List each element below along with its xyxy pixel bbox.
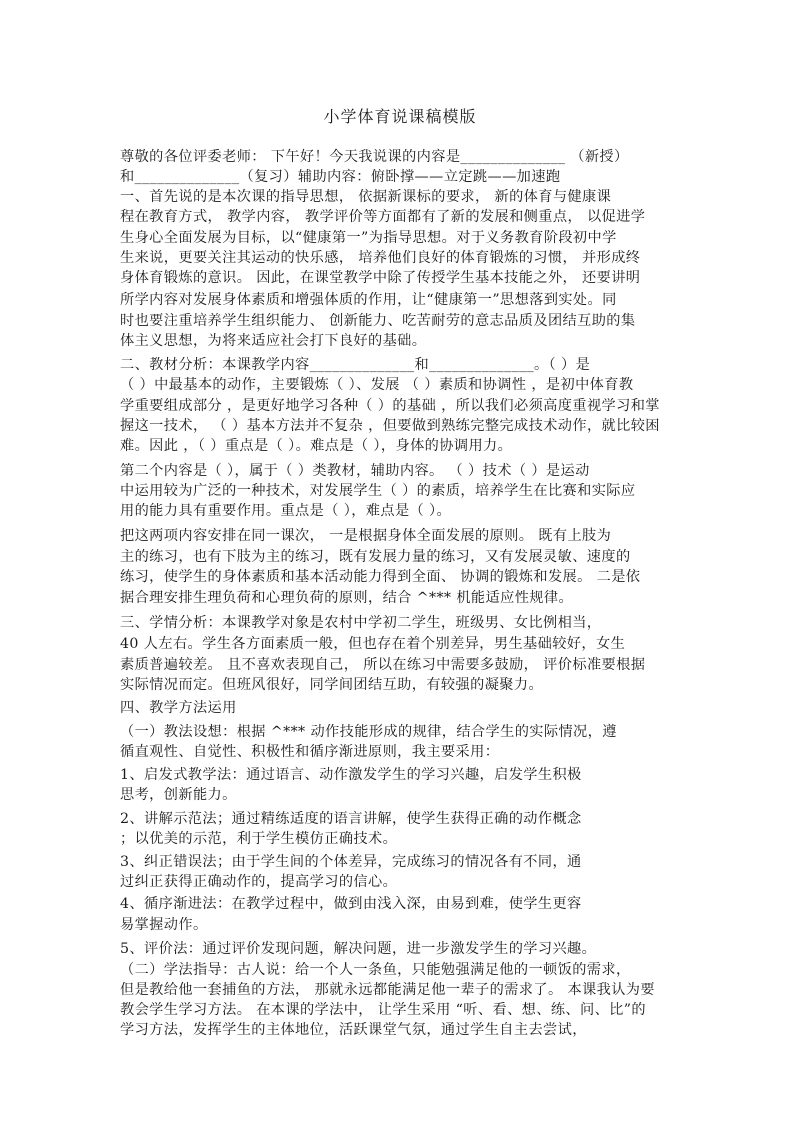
text-line: 和______________（复习）辅助内容：俯卧撑——立定跳——加速跑: [120, 169, 561, 185]
text-line: 身体育锻炼的意识。 因此，在课堂教学中除了传授学生基本技能之外， 还要讲明: [120, 270, 641, 286]
text-line: 握这一技术， （ ）基本方法并不复杂 ，但要做到熟练完整完成技术动作，就比较困: [120, 418, 660, 434]
text-line: 易掌握动作。: [120, 917, 208, 933]
text-line: 用的能力具有重要作用。重点是（ ），难点是（ ）。: [120, 503, 452, 519]
text-line: 但是教给他一套捕鱼的方法， 那就永远都能满足他一辈子的需求了。 本课我认为要: [120, 982, 655, 998]
text-line: （ ）中最基本的动作，主要锻炼（ ）、发展 （ ）素质和协调性 ，是初中体育教: [120, 377, 634, 393]
text-line: 主的练习，也有下肢为主的练习，既有发展力量的练习，又有发展灵敏、速度的: [120, 549, 631, 565]
text-line: 体主义思想，为将来适应社会打下良好的基础。: [120, 333, 427, 349]
text-line: 程在教育方式， 教学内容， 教学评价等方面都有了新的发展和侧重点， 以促进学: [120, 209, 646, 225]
text-line: 四、教学方法运用: [120, 700, 237, 716]
text-line: 2、讲解示范法；通过精练适度的语言讲解，使学生获得正确的动作概念: [120, 811, 582, 827]
text-line: 3、纠正错误法；由于学生间的个体差异，完成练习的情况各有不同，通: [120, 854, 582, 870]
text-line: 难。因此 ，（ ）重点是（ ）。难点是（ ），身体的协调用力。: [120, 438, 513, 454]
text-line: 素质普遍较差。 且不喜欢表现自己， 所以在练习中需要多鼓励， 评价标准要根据: [120, 657, 646, 673]
text-line: 过纠正获得正确动作的，提高学习的信心。: [120, 874, 398, 890]
text-line: 二、教材分析：本课教学内容______________和______________。（ ）是: [120, 357, 591, 373]
text-line: 学重要组成部分 ，是更好地学习各种（ ）的基础 ，所以我们必须高度重视学习和掌: [120, 398, 660, 414]
text-line: 一、首先说的是本次课的指导思想， 依据新课标的要求， 新的体育与健康课: [120, 189, 612, 205]
text-line: 循直观性、自觉性、积极性和循序渐进原则，我主要采用：: [120, 744, 500, 760]
text-line: 学习方法，发挥学生的主体地位，活跃课堂气氛，通过学生自主去尝试，: [120, 1022, 587, 1038]
text-line: 教会学生学习方法。 在本课的学法中， 让学生采用 “听、看、想、练、问、比”的: [120, 1002, 647, 1018]
text-line: 生来说，更要关注其运动的快乐感， 培养他们良好的体育锻炼的习惯， 并形成终: [120, 250, 641, 266]
document-title: 小学体育说课稿模版: [323, 107, 477, 126]
text-line: 4、循序渐进法：在教学过程中，做到由浅入深，由易到难，使学生更容: [120, 896, 582, 912]
text-line: 时也要注重培养学生组织能力、 创新能力、吃苦耐劳的意志品质及团结互助的集: [120, 313, 636, 329]
text-line: （二）学法指导：古人说：给一个人一条鱼，只能勉强满足他的一顿饭的需求，: [120, 962, 631, 978]
text-line: （一）教法设想：根据 ^*** 动作技能形成的规律，结合学生的实际情况，遵: [120, 724, 617, 740]
text-line: 中运用较为广泛的一种技术，对发展学生（ ）的素质，培养学生在比赛和实际应: [120, 483, 636, 499]
text-line: ；以优美的示范，利于学生模仿正确技术。: [120, 831, 398, 847]
text-line: 三、学情分析：本课教学对象是农村中学初二学生，班级男、女比例相当，: [120, 615, 602, 631]
text-line: 据合理安排生理负荷和心理负荷的原则，结合 ^*** 机能适应性规律。: [120, 590, 574, 606]
text-line: 实际情况而定。但班风很好，同学间团结互助，有较强的凝聚力。: [120, 677, 544, 693]
text-line: 1、启发式教学法：通过语言、动作激发学生的学习兴趣，启发学生积极: [120, 767, 582, 783]
text-line: 生身心全面发展为目标，以“健康第一”为指导思想。对于义务教育阶段初中学: [120, 230, 617, 246]
text-line: 尊敬的各位评委老师： 下午好！今天我说课的内容是______________ （新授）: [120, 149, 629, 165]
text-line: 40 人左右。学生各方面素质一般，但也存在着个别差异，男生基础较好，女生: [120, 636, 626, 652]
text-line: 练习，使学生的身体素质和基本活动能力得到全面、 协调的锻炼和发展。 二是依: [120, 569, 641, 585]
text-line: 第二个内容是（ ），属于（ ）类教材，辅助内容。 （ ）技术（ ）是运动: [120, 463, 590, 479]
text-line: 思考，创新能力。: [120, 787, 237, 803]
text-line: 所学内容对发展身体素质和增强体质的作用，让“健康第一”思想落到实处。同: [120, 292, 617, 308]
text-line: 把这两项内容安排在同一课次， 一是根据身体全面发展的原则。 既有上肢为: [120, 528, 612, 544]
text-line: 5、评价法：通过评价发现问题，解决问题，进一步激发学生的学习兴趣。: [120, 941, 597, 957]
